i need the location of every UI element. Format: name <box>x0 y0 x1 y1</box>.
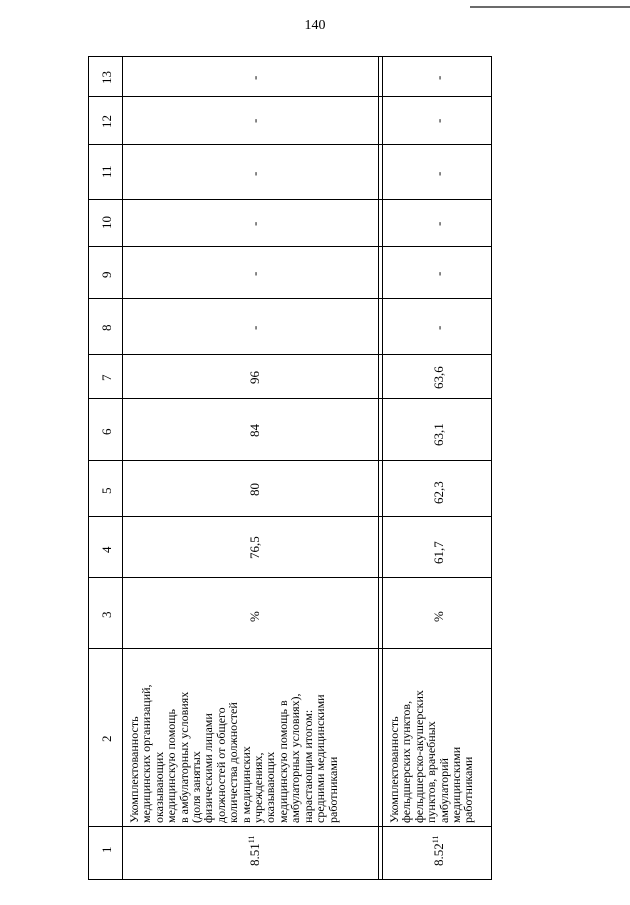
description-line: фельдшерских пунктов, <box>399 700 414 823</box>
description-line: (доля занятых <box>189 751 204 823</box>
value-cell: - <box>247 171 262 176</box>
col-header-8: 8 <box>99 324 114 331</box>
description-line: медицинскую помощь в <box>275 700 290 823</box>
description-line: фельдшерско-акушерских <box>411 690 426 823</box>
description-line: в амбулаторных условиях <box>176 691 191 823</box>
table-border-left <box>88 56 89 880</box>
value-cell: 80 <box>247 483 262 496</box>
value-cell: - <box>431 271 446 276</box>
col-boundary <box>88 648 492 649</box>
description-line: медицинскими <box>449 746 464 823</box>
row-boundary <box>122 56 123 880</box>
col-header-11: 11 <box>99 165 114 178</box>
value-cell: - <box>247 118 262 123</box>
value-cell: - <box>247 271 262 276</box>
col-boundary <box>88 354 492 355</box>
unit-cell: % <box>431 611 446 622</box>
description-line: должностей от общего <box>213 707 228 823</box>
value-cell: - <box>247 221 262 226</box>
col-header-4: 4 <box>99 546 114 553</box>
table-border-bottom <box>88 879 492 880</box>
row-code: 8.51$^{11}$ <box>247 835 262 866</box>
col-header-6: 6 <box>99 428 114 435</box>
col-header-1: 1 <box>99 846 114 853</box>
table-border-right <box>491 56 492 880</box>
description-line: физическими лицами <box>201 713 216 823</box>
data-table <box>88 56 492 880</box>
page-number: 140 <box>304 18 326 33</box>
row-description <box>128 684 339 823</box>
description-line: работниками <box>461 756 476 823</box>
col-boundary <box>88 577 492 578</box>
col-boundary <box>88 144 492 145</box>
value-cell: 62,3 <box>431 481 446 504</box>
col-boundary <box>88 460 492 461</box>
row-boundary <box>382 56 383 880</box>
description-line: оказывающих <box>151 751 166 823</box>
value-cell: 63,1 <box>431 423 446 446</box>
col-header-13: 13 <box>99 71 114 84</box>
value-cell: - <box>431 118 446 123</box>
col-boundary <box>88 96 492 97</box>
value-cell: 63,6 <box>431 366 446 389</box>
col-boundary <box>88 246 492 247</box>
value-cell: - <box>247 325 262 330</box>
description-line: учреждениях, <box>251 752 266 823</box>
description-line: амбулаторий <box>436 758 451 823</box>
col-boundary <box>88 298 492 299</box>
description-line: медицинских организаций, <box>139 684 154 823</box>
col-boundary <box>88 516 492 517</box>
col-boundary <box>88 199 492 200</box>
value-cell: - <box>247 75 262 80</box>
col-header-7: 7 <box>99 374 114 381</box>
description-line: амбулаторных условиях), <box>288 693 303 823</box>
description-line: работниками <box>325 756 340 823</box>
col-header-2: 2 <box>99 735 114 742</box>
description-line: оказывающих <box>263 751 278 823</box>
description-line: пунктов, врачебных <box>424 721 439 823</box>
col-header-5: 5 <box>99 487 114 494</box>
col-header-3: 3 <box>99 611 114 618</box>
description-line: в медицинских <box>238 746 253 823</box>
value-cell: 84 <box>247 424 262 437</box>
col-boundary <box>88 826 492 827</box>
description-line: медицинскую помощь <box>164 708 179 823</box>
row-description <box>388 690 475 823</box>
value-cell: 96 <box>247 371 262 384</box>
col-header-12: 12 <box>99 115 114 128</box>
description-line: Укомплектованность <box>127 716 141 823</box>
unit-cell: % <box>247 611 262 622</box>
table-border-top <box>88 56 492 57</box>
col-header-10: 10 <box>99 216 114 229</box>
row-boundary <box>378 56 379 880</box>
description-line: средними медицинскими <box>313 694 328 823</box>
value-cell: - <box>431 325 446 330</box>
col-header-9: 9 <box>99 271 114 278</box>
value-cell: - <box>431 75 446 80</box>
value-cell: - <box>431 171 446 176</box>
description-line: Укомплектованность <box>387 716 401 823</box>
description-line: количества должностей <box>226 702 241 823</box>
col-boundary <box>88 398 492 399</box>
description-line: нарастающим итогом: <box>300 709 315 823</box>
value-cell: - <box>431 221 446 226</box>
row-code: 8.52$^{11}$ <box>431 835 446 866</box>
value-cell: 61,7 <box>431 541 446 564</box>
top-edge-line <box>470 6 630 8</box>
value-cell: 76,5 <box>247 536 262 559</box>
